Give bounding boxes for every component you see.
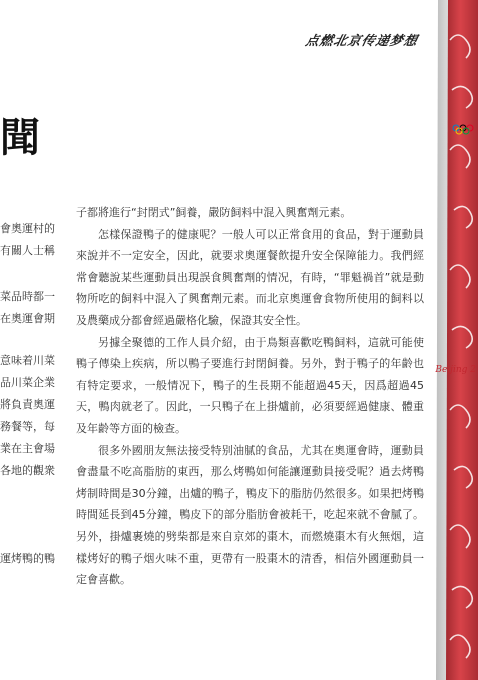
article-body	[76, 202, 424, 591]
left-line: 將負責奧運	[0, 398, 55, 411]
left-line: 運烤鴨的鴨	[0, 552, 55, 565]
section-heading-partial: 聞	[0, 114, 40, 161]
article-paragraph: 另據全聚德的工作人員介紹，由于鳥類喜歡吃鴨飼料，這就可能使鴨子傳染上疾病，所以鴨子要進行封閉飼養。另外，對于鴨子的年齡也有特定要求，一般情况下，鴨子的生長期不能超過45天，因爲超過45天，鴨肉就老了。因此，一只鴨子在上掛爐前，必須要經過健康、體重及年齡等方面的檢查。	[76, 335, 424, 435]
left-line: 會奧運村的	[0, 222, 55, 235]
torch-beijing-label: Beijing 2	[435, 365, 476, 375]
header-calligraphy-title: 点燃北京传递梦想	[303, 34, 420, 49]
left-line: 各地的觀衆	[0, 464, 55, 477]
left-line: 菜品時都一	[0, 290, 55, 303]
article-paragraph: 很多外國朋友無法接受特别油膩的食品，尤其在奧運會時，運動員會盡量不吃高脂肪的東西，那么烤鴨如何能讓運動員接受呢？過去烤鴨烤制時間是30分鐘，出爐的鴨子，鴨皮下的脂肪仍然很多。如果把烤鴨時間延長到45分鐘，鴨皮下的部分脂肪會被耗干，吃起來就不會膩了。另外，掛爐裹燒的劈柴都是來自京郊的棗木，而燃燒棗木有火無烟，這樣烤好的鴨子烟火味不重，更帶有一股棗木的清香，相信外國運動員一定會喜歡。	[76, 443, 424, 587]
article-paragraph: 怎樣保證鴨子的健康呢？一般人可以正常食用的食品，對于運動員來說并不一定安全，因此，就要求奧運餐飲提升安全保障能力。我們經常會聽說某些運動員出現誤食興奮劑的情况，有時，“罪魁禍首”就是動物所吃的飼料中混入了興奮劑元素。而北京奧運會食物所使用的飼料以及農藥成分都會經過嚴格化驗，保證其安全性。	[76, 227, 424, 327]
torch-graphic	[428, 0, 478, 680]
left-line: 務餐等，每	[0, 420, 55, 433]
left-column-text	[0, 218, 66, 570]
left-line: 品川菜企業	[0, 376, 55, 389]
left-line: 在奧運會期	[0, 312, 55, 325]
left-line: 有關人士稱	[0, 244, 55, 257]
olympic-torch-image	[428, 0, 478, 680]
left-line: 業在主會場	[0, 442, 55, 455]
article-paragraph: 子都將進行“封閉式”飼養，嚴防飼料中混入興奮劑元素。	[76, 206, 352, 219]
left-line: 意味着川菜	[0, 354, 55, 367]
